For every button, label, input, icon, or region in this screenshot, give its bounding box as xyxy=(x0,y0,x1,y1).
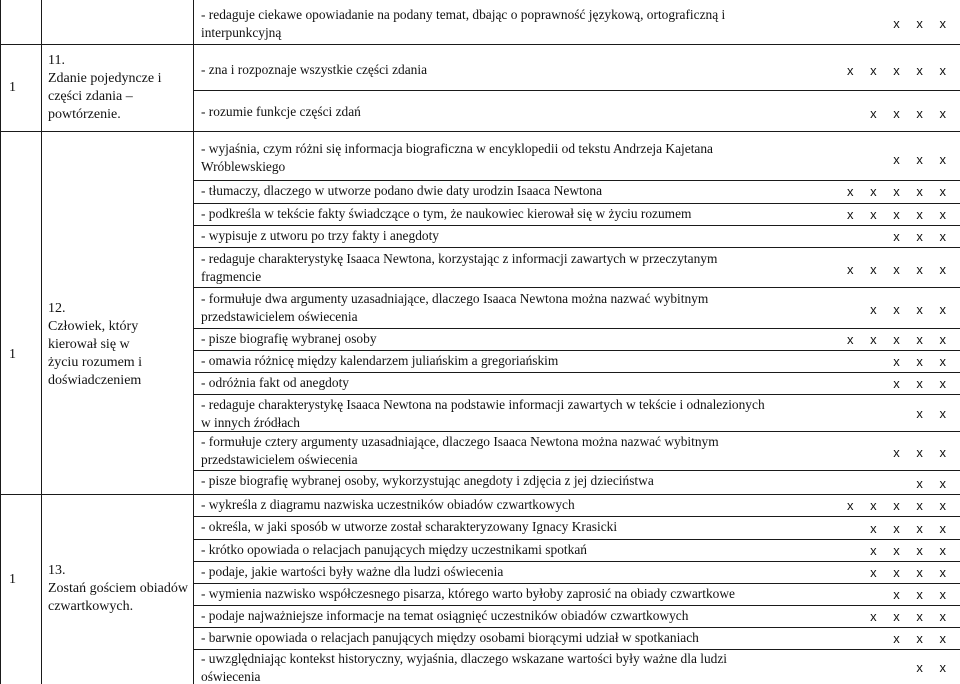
requirement-text: - wykreśla z diagramu nazwiska uczestników obiadów czwartkowych xyxy=(201,497,575,512)
level-marks: x x x x xyxy=(870,609,946,624)
requirement-text: - redaguje charakterystykę Isaaca Newtona na podstawie informacji zawartych w tekście i odnalezionych w innych źródłach xyxy=(201,397,765,430)
level-marks: x x x x xyxy=(870,543,946,558)
level-marks: x x x xyxy=(893,587,946,602)
row-separator xyxy=(193,328,960,329)
row-separator xyxy=(193,470,960,471)
row-separator xyxy=(193,350,960,351)
lesson-topic xyxy=(48,52,162,124)
topic-line: powtórzenie. xyxy=(48,107,121,122)
level-marks: x x xyxy=(916,406,946,421)
level-marks: x x x xyxy=(893,152,946,167)
hours-count: 1 xyxy=(9,572,16,587)
row-separator xyxy=(193,627,960,628)
row-separator xyxy=(193,394,960,395)
level-marks: x x x xyxy=(893,229,946,244)
level-marks: x x xyxy=(916,660,946,675)
row-separator xyxy=(193,203,960,204)
requirement-text: - formułuje dwa argumenty uzasadniające, dlaczego Isaaca Newtona można nazwać wybitnym przedstawicielem oświecenia xyxy=(201,291,709,324)
row-separator xyxy=(193,180,960,181)
column-divider-topic xyxy=(193,0,194,684)
level-marks: x x x x x xyxy=(847,184,946,199)
topic-line: czwartkowych. xyxy=(48,599,134,614)
level-marks: x x x x x xyxy=(847,63,946,78)
requirement-text: - krótko opowiada o relacjach panujących między uczestnikami spotkań xyxy=(201,542,587,557)
row-separator xyxy=(193,583,960,584)
level-marks: x x x xyxy=(893,376,946,391)
level-marks: x x x xyxy=(893,445,946,460)
requirement-text: - odróżnia fakt od anegdoty xyxy=(201,375,349,390)
row-separator xyxy=(193,539,960,540)
lesson-topic xyxy=(48,562,188,616)
topic-line: życiu rozumem i xyxy=(48,355,143,370)
section-border xyxy=(0,44,960,45)
requirement-text: - redaguje charakterystykę Isaaca Newtona, korzystając z informacji zawartych w przeczytanym fragmencie xyxy=(201,251,718,284)
requirement-text: - określa, w jaki sposób w utworze został scharakteryzowany Ignacy Krasicki xyxy=(201,519,618,534)
table-left-border xyxy=(0,0,1,684)
level-marks: x x x x xyxy=(870,106,946,121)
level-marks: x x x xyxy=(893,354,946,369)
requirement-text: - wymienia nazwisko współczesnego pisarza, którego warto byłoby zaprosić na obiady czwartkowe xyxy=(201,586,735,601)
hours-count: 1 xyxy=(9,80,16,95)
column-divider-number xyxy=(41,0,42,684)
level-marks: x x x x xyxy=(870,565,946,580)
row-separator xyxy=(193,287,960,288)
requirement-text: - rozumie funkcje części zdań xyxy=(201,104,361,119)
topic-line: Zostań gościem obiadów xyxy=(48,581,188,596)
topic-line: 13. xyxy=(48,563,66,578)
topic-line: kierował się w xyxy=(48,337,130,352)
requirement-text: - podkreśla w tekście fakty świadczące o tym, że naukowiec kierował się w życiu rozumem xyxy=(201,206,692,221)
requirement-text: - wyjaśnia, czym różni się informacja biograficzna w encyklopedii od tekstu Andrzeja Kajetana Wróblewskiego xyxy=(201,141,713,174)
row-separator xyxy=(193,561,960,562)
row-separator xyxy=(193,90,960,91)
topic-line: Człowiek, który xyxy=(48,319,139,334)
topic-line: doświadczeniem xyxy=(48,373,142,388)
section-border xyxy=(0,494,960,495)
topic-line: 12. xyxy=(48,301,66,316)
row-separator xyxy=(193,225,960,226)
row-separator xyxy=(193,516,960,517)
hours-count: 1 xyxy=(9,347,16,362)
topic-line: 11. xyxy=(48,53,65,68)
level-marks: x x x x xyxy=(870,302,946,317)
topic-line: części zdania – xyxy=(48,89,133,104)
requirement-text: - tłumaczy, dlaczego w utworze podano dwie daty urodzin Isaaca Newtona xyxy=(201,183,603,198)
requirement-text: - omawia różnicę między kalendarzem juliańskim a gregoriańskim xyxy=(201,353,559,368)
level-marks: x x xyxy=(916,476,946,491)
section-border xyxy=(0,131,960,132)
requirement-text: - uwzględniając kontekst historyczny, wyjaśnia, dlaczego wskazane wartości były ważne dla ludzi oświecenia xyxy=(201,651,728,684)
level-marks: x x x xyxy=(893,631,946,646)
requirement-text: - formułuje cztery argumenty uzasadniające, dlaczego Isaaca Newtona można nazwać wybitnym przedstawicielem oświecenia xyxy=(201,434,719,467)
row-separator xyxy=(193,372,960,373)
requirement-text: - wypisuje z utworu po trzy fakty i anegdoty xyxy=(201,228,439,243)
level-marks: x x x x x xyxy=(847,332,946,347)
level-marks: x x x x x xyxy=(847,498,946,513)
level-marks: x x x x x xyxy=(847,262,946,277)
lesson-topic xyxy=(48,300,142,390)
level-marks: x x x x xyxy=(870,521,946,536)
requirement-text: - pisze biografię wybranej osoby xyxy=(201,331,377,346)
requirement-text: - redaguje ciekawe opowiadanie na podany temat, dbając o poprawność językową, ortograficzną i interpunkcyjną xyxy=(201,7,726,40)
requirement-text: - podaje, jakie wartości były ważne dla ludzi oświecenia xyxy=(201,564,504,579)
requirement-text: - barwnie opowiada o relacjach panujących między osobami biorącymi udział w spotkaniach xyxy=(201,630,699,645)
requirement-text: - zna i rozpoznaje wszystkie części zdania xyxy=(201,62,428,77)
requirement-text: - podaje najważniejsze informacje na temat osiągnięć uczestników obiadów czwartkowych xyxy=(201,608,689,623)
row-separator xyxy=(193,247,960,248)
row-separator xyxy=(193,605,960,606)
level-marks: x x x x x xyxy=(847,207,946,222)
level-marks: x x x xyxy=(893,16,946,31)
topic-line: Zdanie pojedyncze i xyxy=(48,71,162,86)
requirement-text: - pisze biografię wybranej osoby, wykorzystując anegdoty i zdjęcia z jej dzieciństwa xyxy=(201,473,654,488)
